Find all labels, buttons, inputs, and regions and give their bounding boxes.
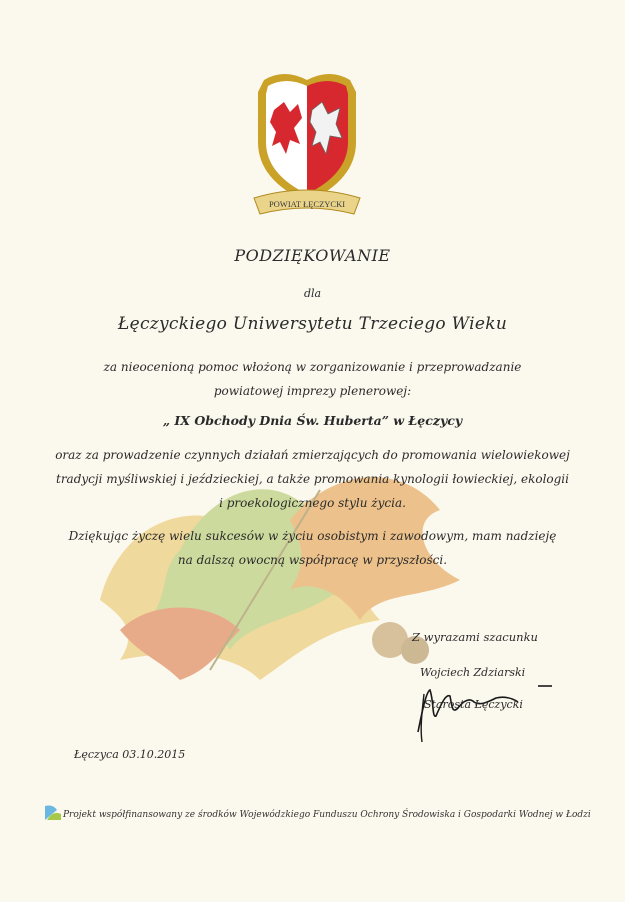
signatory-role: Starosta Łęczycki [424,698,523,711]
body-line: za nieocenioną pomoc włożoną w zorganizowanie i przeprowadzanie [103,360,522,374]
emblem-banner-text: POWIAT ŁĘCZYCKI [268,199,346,209]
body-line: na dalszą owocną współpracę w przyszłości. [177,553,448,567]
body-line: i proekologicznego stylu życia. [219,496,406,510]
powiat-leczycki-coat-of-arms [244,62,370,222]
signatory-name: Wojciech Zdziarski [420,666,526,679]
closing-phrase: Z wyrazami szacunku [412,630,538,644]
body-intro [0,355,625,403]
footer [43,802,603,824]
body-line: oraz za prowadzenie czynnych działań zmierzających do promowania wielowiekowej [55,448,570,462]
document-title: PODZIĘKOWANIE [234,246,391,265]
for-label: dla [303,287,322,300]
recipient-name: Łęczyckiego Uniwersytetu Trzeciego Wieku [117,314,508,334]
wfosigw-logo-icon [43,802,63,822]
document-date: Łęczyca 03.10.2015 [74,748,186,761]
event-name: „ IX Obchody Dnia Św. Huberta” w Łęczycy [162,413,463,428]
footer-funding-note: Projekt współfinansowany ze środków Wojewódzkiego Funduszu Ochrony Środowiska i Gospodarki Wodnej w Łodzi [63,810,591,820]
body-line: tradycji myśliwskiej i jeździeckiej, a także promowania kynologii łowieckiej, ekologii [56,472,569,486]
body-main [0,443,625,515]
body-line: powiatowej imprezy plenerowej: [213,384,412,398]
body-wishes [0,524,625,572]
body-line: Dziękując życzę wielu sukcesów w życiu osobistym i zawodowym, mam nadzieję [68,529,557,543]
